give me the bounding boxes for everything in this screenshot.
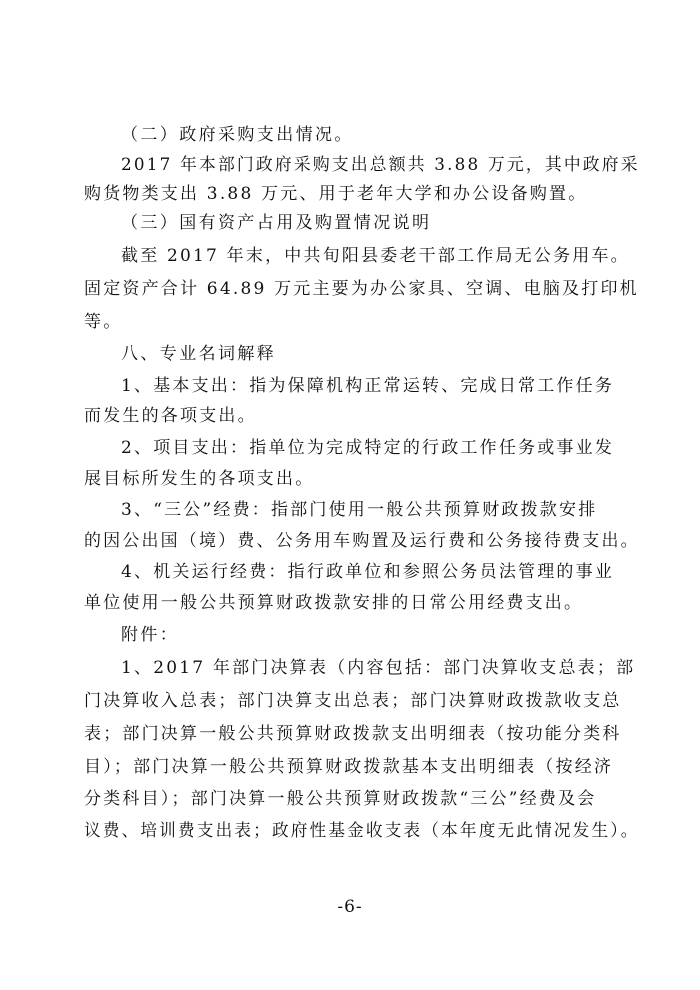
- page-number: -6-: [337, 897, 363, 917]
- terms-heading: 八、专业名词解释: [121, 344, 277, 364]
- attachments-heading: 附件：: [121, 625, 180, 645]
- attachment-1-line-3: 表；部门决算一般公共预算财政拨款支出明细表（按功能分类科: [84, 724, 622, 744]
- attachment-1-line-4: 目）；部门决算一般公共预算财政拨款基本支出明细表（按经济: [84, 757, 614, 777]
- attachment-1-line-2: 门决算收入总表；部门决算支出总表；部门决算财政拨款收支总: [84, 691, 622, 711]
- term-4-line-1: 4、机关运行经费：指行政单位和参照公务员法管理的事业: [121, 562, 615, 582]
- procurement-heading: （二）政府采购支出情况。: [121, 125, 354, 145]
- assets-heading: （三）国有资产占用及购置情况说明: [121, 213, 432, 233]
- term-1-line-1: 1、基本支出：指为保障机构正常运转、完成日常工作任务: [121, 376, 615, 396]
- term-2-line-1: 2、项目支出：指单位为完成特定的行政工作任务或事业发: [121, 438, 615, 458]
- attachment-1-line-1: 1、2017 年部门决算表（内容包括：部门决算收支总表；部: [121, 658, 636, 678]
- term-3-line-2: 的因公出国（境）费、公务用车购置及运行费和公务接待费支出。: [84, 531, 640, 551]
- assets-text-line-2: 固定资产合计 64.89 万元主要为办公家具、空调、电脑及打印机: [84, 279, 639, 299]
- term-2-line-2: 展目标所发生的各项支出。: [84, 469, 315, 489]
- term-3-line-1: 3、“三公”经费：指部门使用一般公共预算财政拨款安排: [121, 500, 598, 520]
- term-1-line-2: 而发生的各项支出。: [84, 406, 257, 426]
- assets-text-line-1: 截至 2017 年末，中共旬阳县委老干部工作局无公务用车。: [121, 246, 630, 266]
- assets-text-line-3: 等。: [84, 312, 123, 332]
- procurement-text-line-2: 购货物类支出 3.88 万元、用于老年大学和办公设备购置。: [84, 184, 588, 204]
- attachment-1-line-5: 分类科目）；部门决算一般公共预算财政拨款“三公”经费及会: [84, 789, 597, 809]
- attachment-1-line-6: 议费、培训费支出表；政府性基金收支表（本年度无此情况发生）。: [84, 821, 640, 841]
- procurement-text-line-1: 2017 年本部门政府采购支出总额共 3.88 万元，其中政府采: [121, 155, 640, 175]
- term-4-line-2: 单位使用一般公共预算财政拨款安排的日常公用经费支出。: [84, 593, 584, 613]
